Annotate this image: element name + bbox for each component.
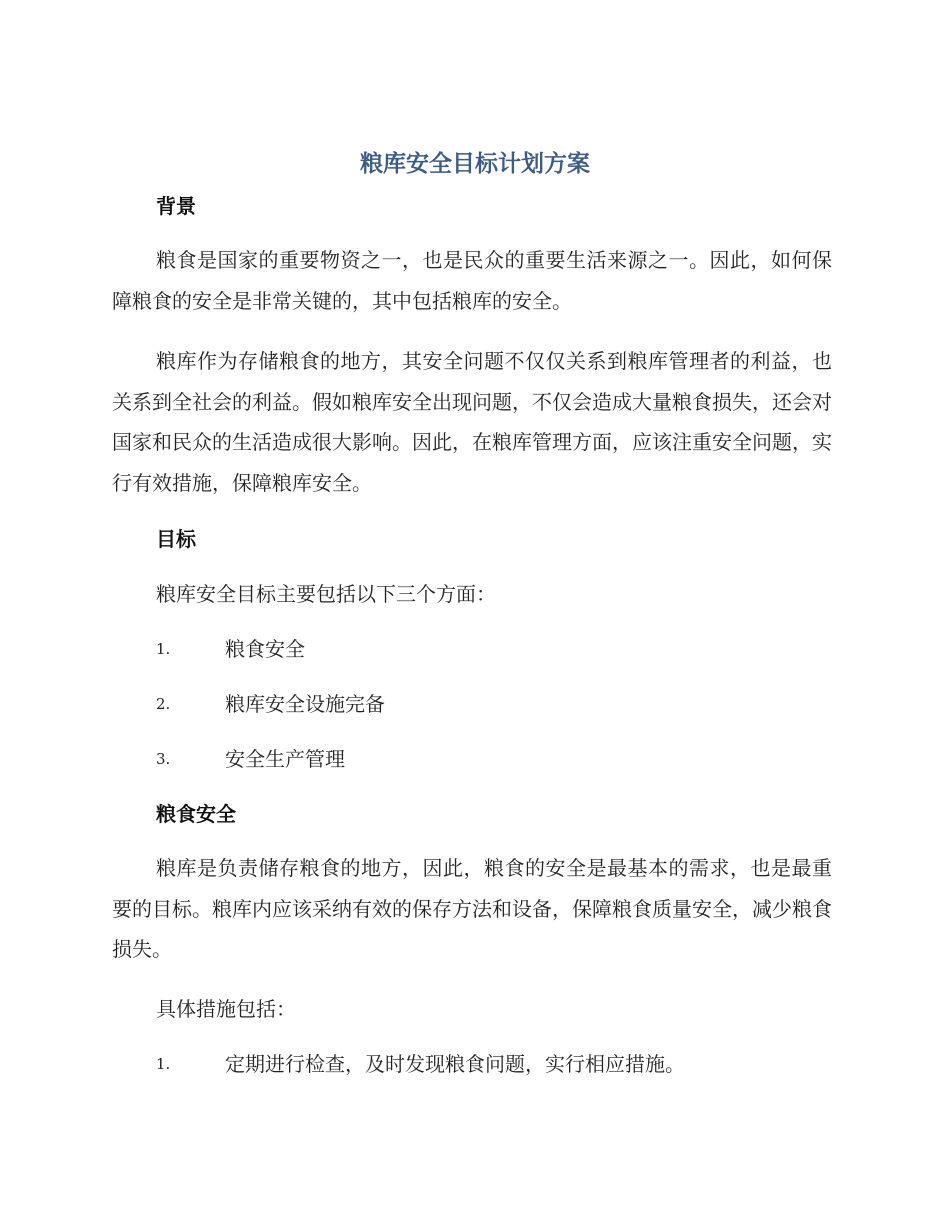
measures-intro: 具体措施包括：: [156, 997, 296, 1021]
list-item-number: 1.: [156, 1055, 171, 1073]
section-heading-grain-safety: 粮食安全: [156, 802, 236, 826]
list-item-number: 2.: [156, 695, 171, 713]
list-item-text: 粮库安全设施完备: [225, 692, 385, 716]
grain-safety-paragraph: 粮库是负责储存粮食的地方，因此，粮食的安全是最基本的需求，也是最重要的目标。粮库内应该采纳有效的保存方法和设备，保障粮食质量安全，减少粮食损失。: [112, 856, 832, 961]
list-item-text: 安全生产管理: [225, 747, 345, 771]
section-heading-background: 背景: [156, 194, 196, 218]
background-paragraph-1: 粮食是国家的重要物资之一，也是民众的重要生活来源之一。因此，如何保障粮食的安全是非常关键的，其中包括粮库的安全。: [112, 248, 832, 313]
list-item-number: 1.: [156, 640, 171, 658]
list-item-text: 定期进行检查，及时发现粮食问题，实行相应措施。: [225, 1052, 685, 1076]
goals-intro: 粮库安全目标主要包括以下三个方面：: [156, 582, 496, 606]
list-item-text: 粮食安全: [225, 637, 305, 661]
section-heading-goals: 目标: [156, 527, 196, 551]
document-title: 粮库安全目标计划方案: [360, 151, 590, 177]
background-paragraph-2: 粮库作为存储粮食的地方，其安全问题不仅仅关系到粮库管理者的利益，也关系到全社会的利益。假如粮库安全出现问题，不仅会造成大量粮食损失，还会对国家和民众的生活造成很大影响。因此，在粮库管理方面，应该注重安全问题，实行有效措施，保障粮库安全。: [112, 349, 832, 495]
list-item-number: 3.: [156, 750, 171, 768]
